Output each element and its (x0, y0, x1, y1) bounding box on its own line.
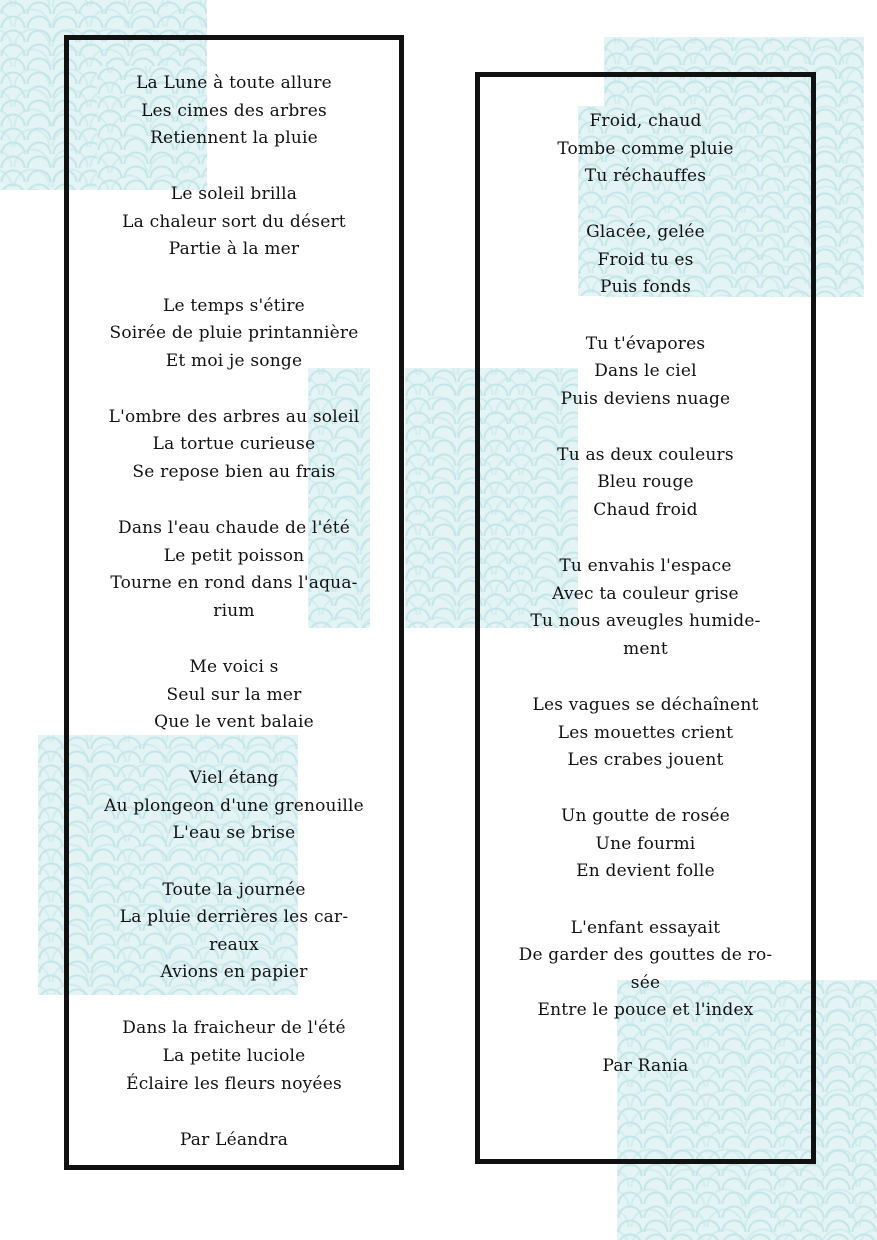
poem-stanza (485, 915, 806, 1025)
poem-line: Le soleil brilla (170, 184, 298, 205)
poem-line: Dans la fraicheur de l'été (122, 1018, 346, 1039)
haiku-stanza (74, 181, 394, 264)
poem-line: Tu as deux couleurs (557, 444, 734, 465)
poem-line: Avions en papier (160, 962, 308, 983)
poem-stanza (485, 442, 806, 525)
poem-line: En devient folle (576, 861, 715, 882)
right-poem-column (485, 108, 806, 1081)
poem-stanza (485, 219, 806, 302)
haiku-stanza (74, 293, 394, 376)
poem-line: La chaleur sort du désert (122, 211, 346, 232)
poem-stanza (485, 803, 806, 886)
poem-line: Tu réchauffes (584, 166, 707, 187)
poem-line: Le petit poisson (163, 545, 305, 566)
haiku-stanza (74, 404, 394, 487)
poem-line: Retiennent la pluie (150, 128, 318, 149)
poem-stanza (485, 692, 806, 775)
poem-line: Tu envahis l'espace (559, 556, 732, 577)
poem-line: ment (623, 638, 668, 659)
left-poem-column (74, 70, 394, 1154)
poem-stanza (485, 331, 806, 414)
poem-line: Bleu rouge (597, 472, 694, 493)
poem-line: Se repose bien au frais (132, 462, 336, 483)
haiku-stanza (74, 765, 394, 848)
poem-line: Partie à la mer (168, 239, 300, 260)
poem-line: La petite luciole (162, 1046, 306, 1067)
haiku-stanza (74, 70, 394, 153)
poem-line: Au plongeon d'une grenouille (104, 795, 364, 816)
haiku-stanza (74, 654, 394, 737)
poem-line: Puis deviens nuage (560, 388, 731, 409)
poem-line: Le temps s'étire (163, 295, 305, 316)
poem-line: Soirée de pluie printannière (109, 323, 359, 344)
poem-line: Seul sur la mer (166, 684, 302, 705)
poem-line: Les cimes des arbres (141, 100, 327, 121)
poem-line: Un goutte de rosée (560, 806, 731, 827)
poem-line: La Lune à toute allure (136, 73, 332, 93)
poem-line: L'eau se brise (172, 823, 296, 844)
poem-line: Que le vent balaie (154, 712, 314, 733)
poem-line: Chaud froid (593, 500, 698, 521)
poem-line: Éclaire les fleurs noyées (126, 1073, 342, 1094)
haiku-stanza (74, 1015, 394, 1098)
poem-line: Entre le pouce et l'index (537, 1000, 754, 1021)
poem-line: Froid tu es (597, 249, 694, 270)
poem-line: Les mouettes crient (557, 722, 734, 743)
poem-line: Toute la journée (162, 879, 306, 900)
poem-line: Avec ta couleur grise (552, 583, 739, 604)
poem-line: rium (213, 600, 255, 621)
haiku-stanza (74, 877, 394, 987)
poem-line: Tu t'évapores (585, 333, 706, 354)
poem-line: Dans l'eau chaude de l'été (117, 518, 350, 539)
poem-line: La pluie derrières les car- (119, 907, 349, 928)
poem-line: La tortue curieuse (152, 434, 316, 455)
poem-line: Glacée, gelée (586, 222, 705, 243)
poem-stanza (485, 108, 806, 191)
poem-line: Me voici s (189, 657, 279, 677)
haiku-stanza (74, 515, 394, 625)
poem-stanza (485, 553, 806, 663)
poem-line: Et moi je songe (165, 350, 303, 371)
poem-line: Tombe comme pluie (557, 138, 734, 159)
poem-line: Tu nous aveugles humide- (530, 611, 761, 632)
poem-line: Tourne en rond dans l'aqua- (110, 573, 358, 594)
poem-author: Par Rania (602, 1056, 689, 1077)
poem-line: Une fourmi (595, 833, 696, 854)
poem-author: Par Léandra (179, 1129, 289, 1150)
poem-line: Dans le ciel (594, 361, 697, 382)
poem-line: Les crabes jouent (567, 750, 724, 771)
poem-line: L'enfant essayait (570, 917, 721, 938)
poem-line: Froid, chaud (589, 111, 702, 131)
poem-line: Puis fonds (599, 277, 692, 298)
poem-line: L'ombre des arbres au soleil (108, 406, 360, 427)
poem-line: De garder des gouttes de ro- (518, 945, 773, 966)
poem-line: Les vagues se déchaînent (532, 695, 759, 715)
poem-line: Viel étang (189, 768, 279, 789)
poem-line: reaux (209, 934, 259, 955)
poem-line: sée (630, 972, 661, 993)
